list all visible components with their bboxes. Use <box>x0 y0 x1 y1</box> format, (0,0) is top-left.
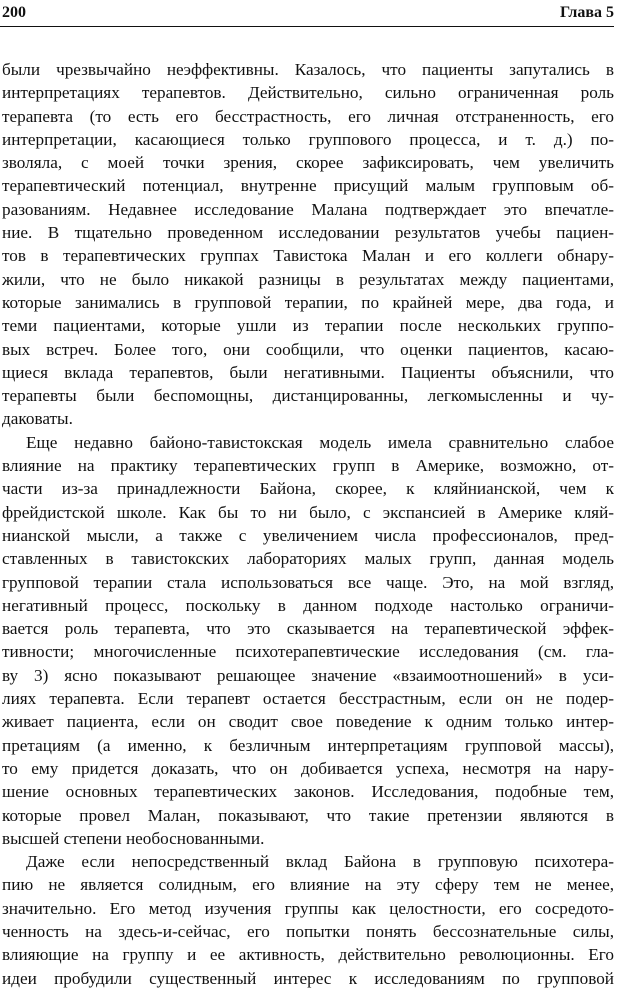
text-line: негативный процесс, поскольку в данном подходе настолько ограничи- <box>2 595 614 615</box>
text-line: щиеся вклада терапевтов, были негативными. Пациенты объяснили, что <box>2 362 614 382</box>
text-line: влияющие на группу и ее активность, действительно революционны. Его <box>2 945 614 965</box>
text-line: нианской мысли, а также с увеличением числа профессионалов, пред- <box>2 525 614 545</box>
text-line: тов в терапевтических группах Тавистока Малан и его коллеги обнару- <box>2 246 614 266</box>
text-line: влияние на практику терапевтических групп в Америке, возможно, от- <box>2 456 614 476</box>
body-text <box>2 58 614 990</box>
text-line: ченность на здесь-и-сейчас, его попытки понять бессознательные силы, <box>2 921 614 941</box>
text-line: ставленных в тавистокских лабораториях малых групп, данная модель <box>2 549 614 569</box>
text-line: части из-за принадлежности Байона, скорее, к кляйнианской, чем к <box>2 479 614 499</box>
text-line: то ему придется доказать, что он добивается успеха, несмотря на нару- <box>2 758 614 778</box>
text-line: интерпретации, касающиеся только группового процесса, и т. д.) по- <box>2 129 614 149</box>
text-line: идеи пробудили существенный интерес к исследованиям по групповой <box>2 968 614 988</box>
text-line: высшей степени необоснованными. <box>2 828 265 848</box>
text-line: тивности; многочисленные психотерапевтические исследования (см. гла- <box>2 642 614 662</box>
text-line: даковаты. <box>2 409 73 429</box>
text-line: терапевты были беспомощны, дистанцированны, легкомысленны и чу- <box>2 386 614 406</box>
text-line: групповой терапии стала использоваться все чаще. Это, на мой взгляд, <box>2 572 614 592</box>
text-line: претациям (а именно, к безличным интерпретациям групповой массы), <box>2 735 614 755</box>
text-line: ву 3) ясно показывают решающее значение «взаимоотношений» в уси- <box>2 665 614 685</box>
text-line: которые занимались в групповой терапии, по крайней мере, два года, и <box>2 292 614 312</box>
page-number: 200 <box>2 4 26 21</box>
text-line: живает пациента, если он сводит свое поведение к одним только интер- <box>2 712 614 732</box>
running-head <box>0 2 614 24</box>
text-line: фрейдистской школе. Как бы то ни было, с экспансией в Америке кляй- <box>2 502 614 522</box>
text-line: вается роль терапевта, что это сказывается на терапевтической эффек- <box>2 619 614 639</box>
text-line: зволяла, с моей точки зрения, скорее зафиксировать, чем увеличить <box>2 153 614 173</box>
text-line: были чрезвычайно неэффективны. Казалось, что пациенты запутались в <box>2 60 614 79</box>
text-line: вых встреч. Более того, они сообщили, что оценки пациентов, касаю- <box>2 339 614 359</box>
text-line: теми пациентами, которые ушли из терапии после нескольких группо- <box>2 316 614 336</box>
text-line: Даже если непосредственный вклад Байона в групповую психотера- <box>26 852 614 872</box>
text-line: разованиям. Недавнее исследование Малана подтверждает это впечатле- <box>2 199 614 219</box>
text-line: ние. В тщательно проведенном исследовании результатов учебы пациен- <box>2 223 614 243</box>
text-line: лиях терапевта. Если терапевт остается бесстрастным, если он не подер- <box>2 689 614 709</box>
text-line: Еще недавно байоно-тавистокская модель имела сравнительно слабое <box>26 432 614 452</box>
chapter-label: Глава 5 <box>560 4 614 21</box>
text-line: пию не является солидным, его влияние на эту сферу тем не менее, <box>2 875 614 895</box>
text-line: интерпретациях терапевтов. Действительно, сильно ограниченная роль <box>2 83 614 103</box>
text-line: терапевтический потенциал, внутренне присущий малым групповым об- <box>2 176 614 196</box>
text-line: которые провел Малан, показывают, что такие претензии являются в <box>2 805 614 825</box>
text-line: жили, что не было никакой разницы в результатах между пациентами, <box>2 269 614 289</box>
header-rule <box>0 26 614 27</box>
text-line: значительно. Его метод изучения группы как целостности, его сосредото- <box>2 898 614 918</box>
text-line: терапевта (то есть его бесстрастность, его личная отстраненность, его <box>2 106 614 126</box>
text-line: шение основных терапевтических законов. Исследования, подобные тем, <box>2 782 614 802</box>
